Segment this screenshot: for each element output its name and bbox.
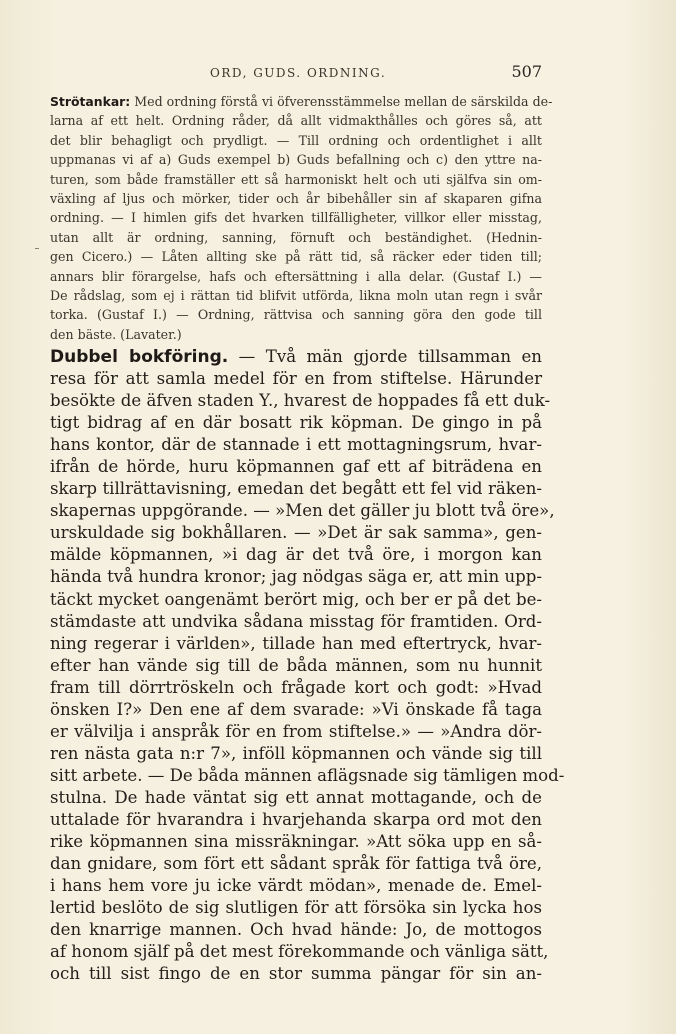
text-line: täckt mycket oangenämt berört mig, och ber er på det be- — [50, 589, 542, 609]
text-line: er välvilja i anspråk för en from stiftelse.» — »Andra dör- — [50, 721, 542, 741]
section-heading: Dubbel bokföring. — [50, 347, 229, 367]
text-line: Strötankar: Med ordning förstå vi öfverensstämmelse mellan de särskilda de- — [50, 94, 553, 109]
text-line: i hans hem vore ju icke värdt mödan», menade de. Emel- — [50, 876, 542, 896]
section-heading: Strötankar: — [50, 94, 131, 109]
text-line: stämdaste att undvika sådana misstag för framtiden. Ord- — [50, 611, 542, 631]
page-number: 507 — [511, 62, 542, 81]
text-line: De rådslag, som ej i rättan tid blifvit utförda, likna moln utan regn i svår — [50, 288, 542, 304]
margin-mark — [35, 248, 39, 249]
text-line: stulna. De hade väntat sig ett annat mottagande, och de — [50, 787, 542, 807]
text-line: af honom själf på det mest förekommande och vänliga sätt, — [50, 942, 549, 962]
text-line: annars blir förargelse, hafs och eftersättning i alla delar. (Gustaf I.) — — [50, 268, 542, 284]
text-line: ren nästa gata n:r 7», inföll köpmannen och vände sig till — [50, 743, 542, 763]
text-line: ning regerar i världen», tillade han med eftertryck, hvar- — [50, 633, 542, 653]
text-line: hända två hundra kronor; jag nödgas säga er, att min upp- — [50, 567, 542, 587]
text-line: den bäste. (Lavater.) — [50, 326, 182, 342]
text-line: uppmanas vi af a) Guds exempel b) Guds befallning och c) den yttre na- — [50, 152, 542, 168]
text-line: fram till dörrtröskeln och frågade kort och godt: »Hvad — [50, 677, 542, 697]
text-line: mälde köpmannen, »i dag är det två öre, i morgon kan — [50, 545, 542, 565]
text-line: utan allt är ordning, sanning, förnuft och beständighet. (Hednin- — [50, 229, 542, 245]
text-line: besökte de äfven staden Y., hvarest de hoppades få ett duk- — [50, 391, 551, 411]
text-line: ifrån de hörde, huru köpmannen gaf ett af biträdena en — [50, 457, 542, 477]
text-line: sitt arbete. — De båda männen aflägsnade sig tämligen mod- — [50, 765, 565, 785]
strotankar-section — [50, 92, 553, 344]
text-line: tigt bidrag af en där bosatt rik köpman. De gingo in på — [50, 413, 542, 433]
text-line: torka. (Gustaf I.) — Ordning, rättvisa och sanning göra den gode till — [50, 307, 542, 323]
text-line: rike köpmannen sina missräkningar. »Att söka upp en så- — [50, 832, 542, 852]
dubbel-bokforing-section — [50, 346, 565, 985]
page-header — [50, 62, 542, 84]
text-line: uttalade för hvarandra i hvarjehanda skarpa ord mot den — [50, 809, 542, 829]
text-line: och till sist fingo de en stor summa pängar för sin an- — [50, 964, 542, 984]
text-line: urskuldade sig bokhållaren. — »Det är sak samma», gen- — [50, 523, 542, 543]
text-line: ordning. — I himlen gifs det hvarken tillfälligheter, villkor eller misstag, — [50, 210, 542, 226]
text-line: resa för att samla medel för en from stiftelse. Härunder — [50, 369, 542, 389]
running-head: ORD, GUDS. ORDNING. — [210, 66, 387, 80]
text-line: gen Cicero.) — Låten allting ske på rätt tid, så räcker eder tiden till; — [50, 249, 542, 265]
text-line: lertid beslöto de sig slutligen för att försöka sin lycka hos — [50, 898, 542, 918]
text-line: hans kontor, där de stannade i ett mottagningsrum, hvar- — [50, 435, 542, 455]
text-line: växling af ljus och mörker, tider och år bibehåller sin af skaparen gifna — [50, 191, 542, 207]
text-line: Dubbel bokföring. — Två män gjorde tillsamman en — [50, 347, 542, 367]
text-line: den knarrige mannen. Och hvad hände: Jo, de mottogos — [50, 920, 542, 940]
text-line: det blir behagligt och prydligt. — Till ordning och ordentlighet i allt — [50, 132, 542, 148]
text-line: önsken I?» Den ene af dem svarade: »Vi önskade få taga — [50, 699, 542, 719]
text-line: turen, som både framställer ett så harmoniskt helt och uti själfva sin om- — [50, 171, 542, 187]
text-line: skapernas uppgörande. — »Men det gäller ju blott två öre», — [50, 501, 555, 521]
text-line: dan gnidare, som fört ett sådant språk för fattiga två öre, — [50, 854, 542, 874]
text-line: skarp tillrättavisning, emedan det begått ett fel vid räken- — [50, 479, 542, 499]
text-line: efter han vände sig till de båda männen, som nu hunnit — [50, 655, 542, 675]
text-line: larna af ett helt. Ordning råder, då allt vidmakthålles och göres så, att — [50, 113, 542, 129]
